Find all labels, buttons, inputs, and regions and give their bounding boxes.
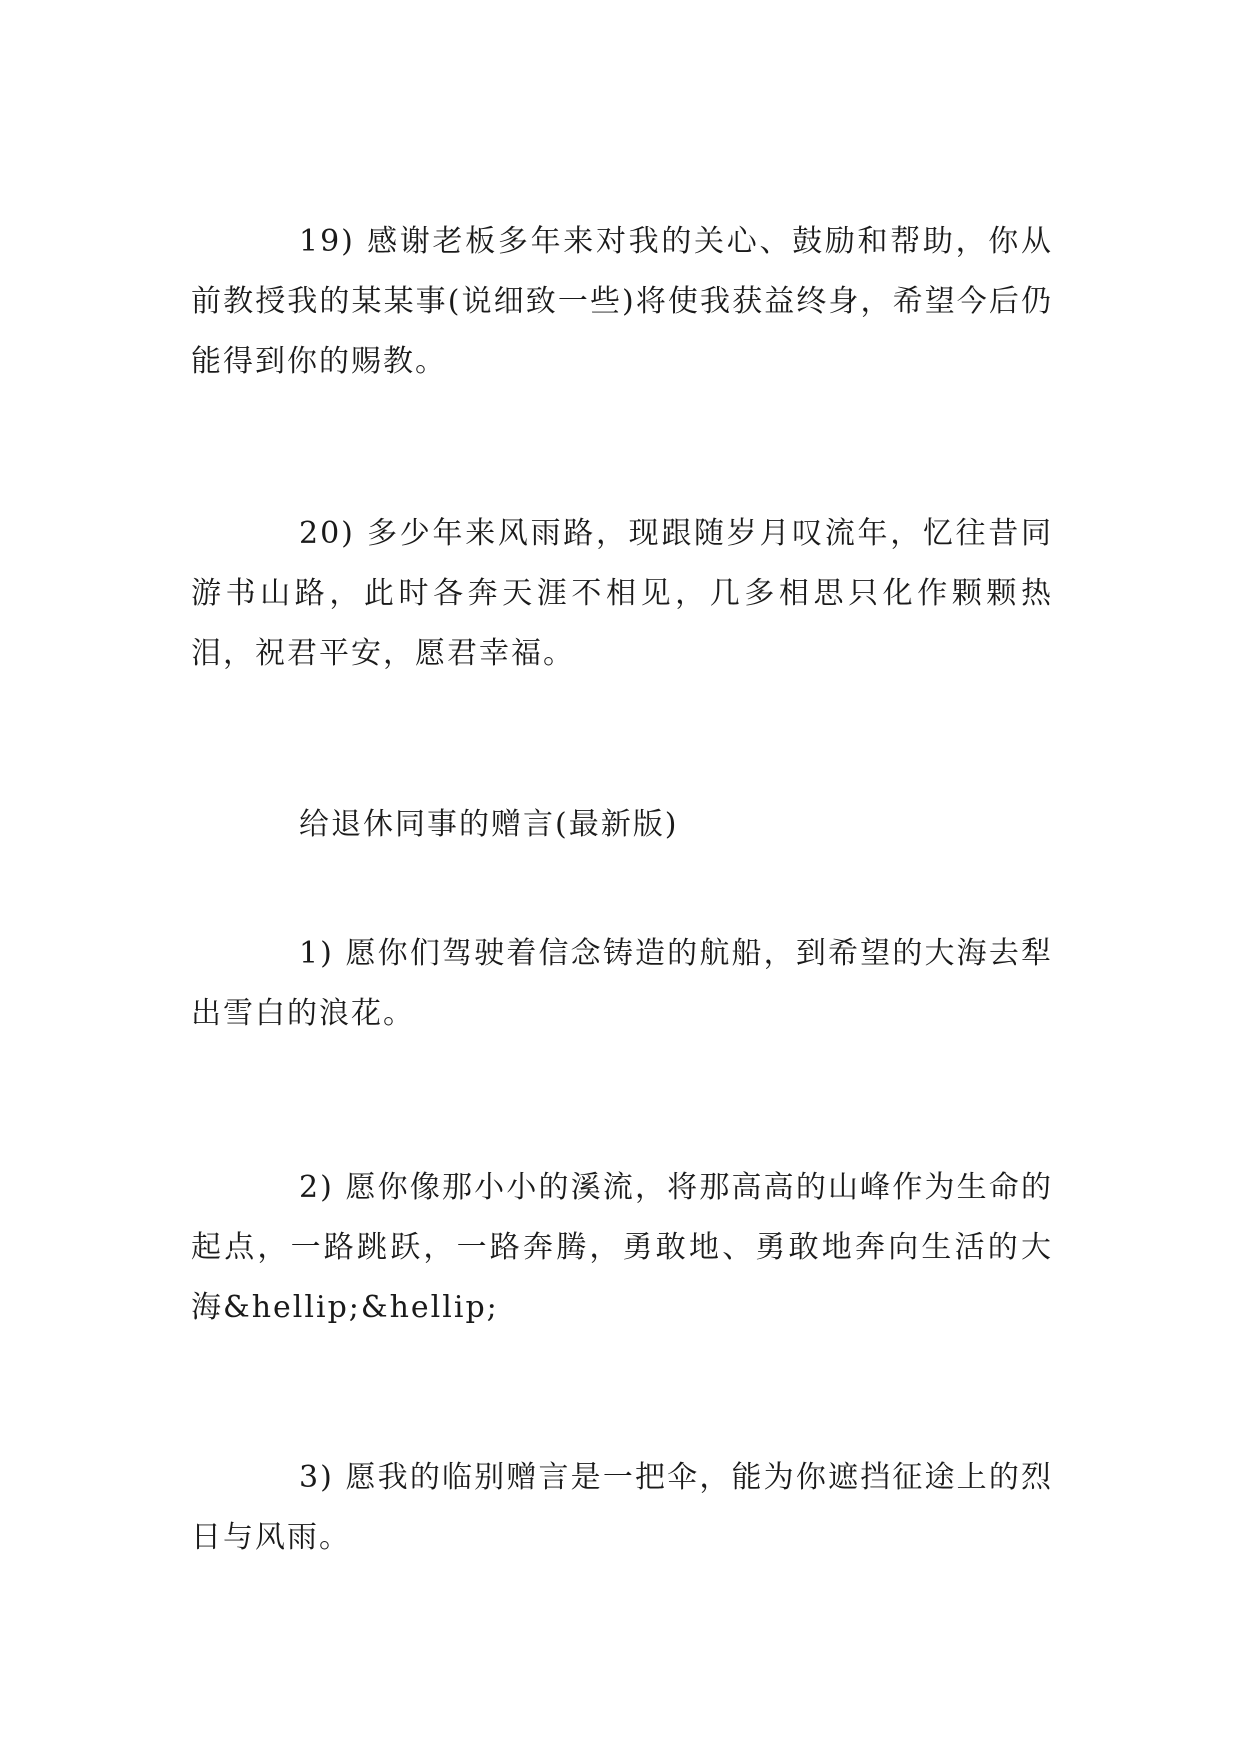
paragraph-20: 20) 多少年来风雨路，现跟随岁月叹流年，忆往昔同游书山路，此时各奔天涯不相见，几多相思只化作颗颗热泪，祝君平安，愿君幸福。 [191,516,1053,671]
section-heading: 给退休同事的赠言(最新版) [299,807,679,842]
paragraph-19: 19) 感谢老板多年来对我的关心、鼓励和帮助，你从前教授我的某某事(说细致一些)将使我获益终身，希望今后仍能得到你的赐教。 [191,224,1053,379]
paragraph-1: 1) 愿你们驾驶着信念铸造的航船，到希望的大海去犁出雪白的浪花。 [191,936,1053,1031]
paragraph-2: 2) 愿你像那小小的溪流，将那高高的山峰作为生命的起点，一路跳跃，一路奔腾，勇敢地、勇敢地奔向生活的大海&hellip;&hellip; [191,1170,1053,1325]
paragraph-3: 3) 愿我的临别赠言是一把伞，能为你遮挡征途上的烈日与风雨。 [191,1460,1053,1555]
